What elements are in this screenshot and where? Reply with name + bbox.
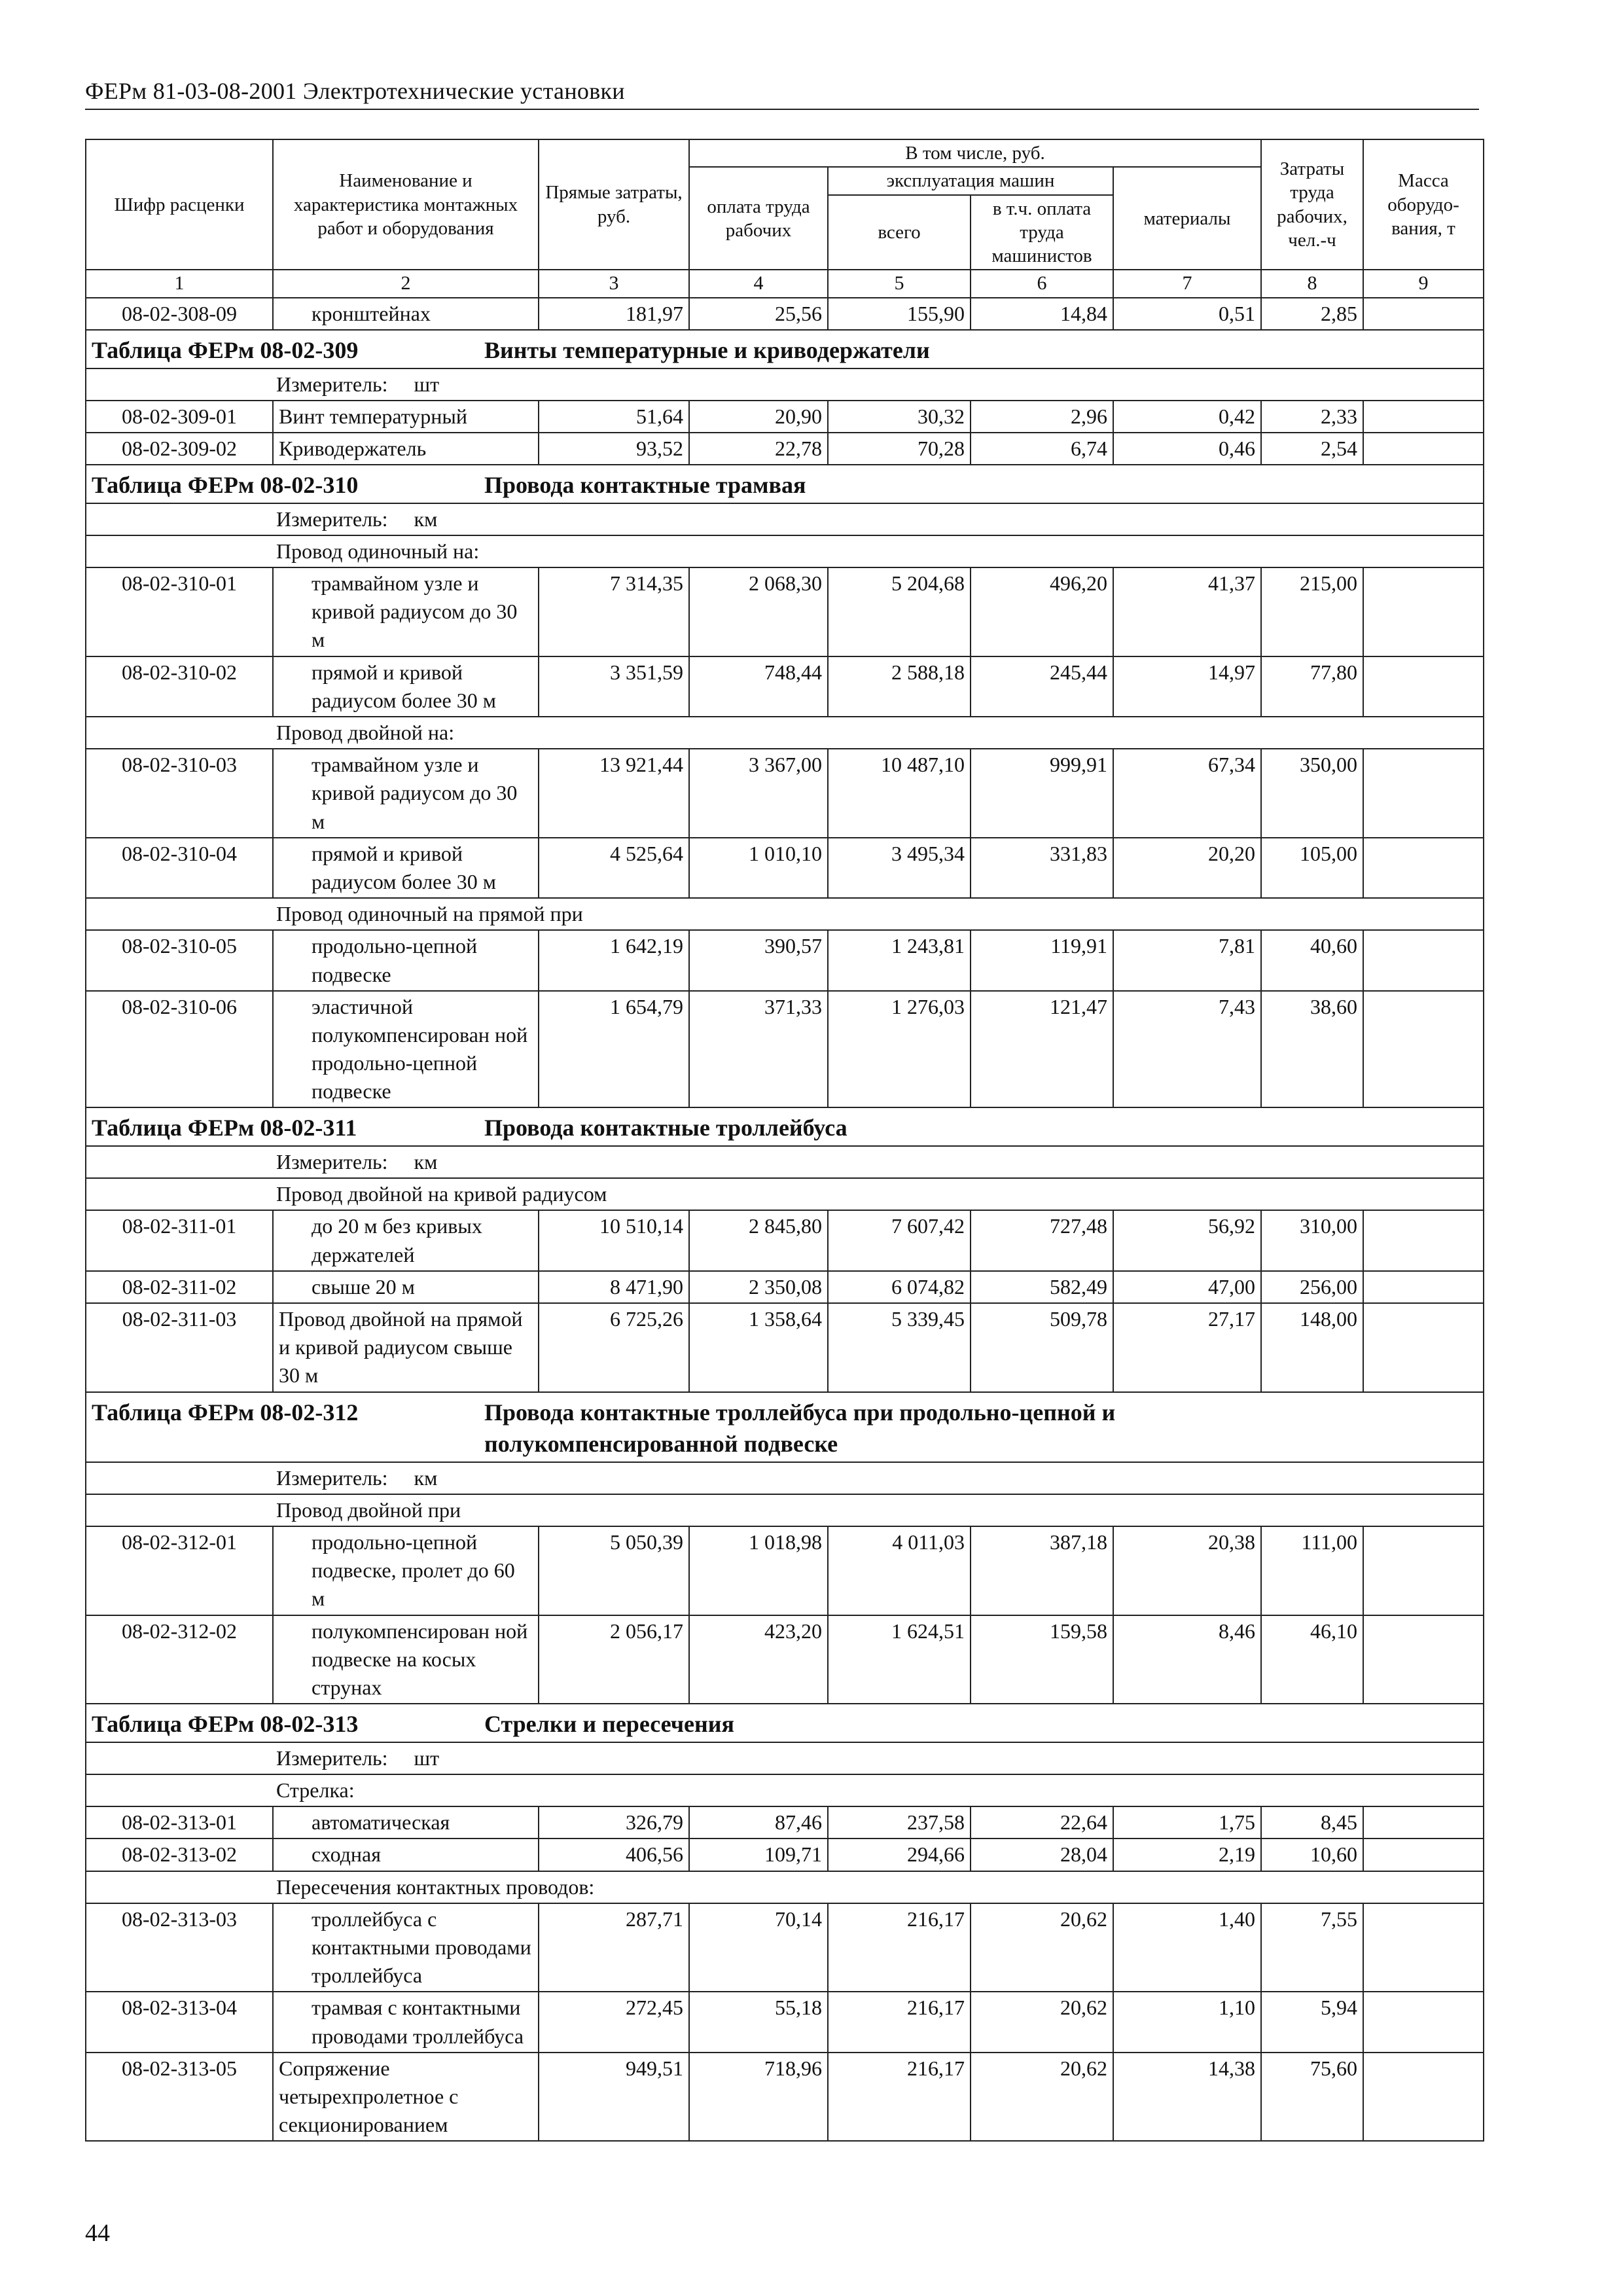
column-number: 4 [689,270,828,298]
labor-pay: 1 010,10 [689,838,828,898]
direct-cost: 51,64 [539,401,689,433]
machines-total: 155,90 [828,298,971,330]
rate-code: 08-02-313-05 [86,2053,273,2142]
materials: 47,00 [1113,1271,1261,1303]
labor-cost: 38,60 [1261,991,1363,1108]
machines-total: 6 074,82 [828,1271,971,1303]
equipment-mass [1363,298,1484,330]
direct-cost: 10 510,14 [539,1210,689,1270]
labor-cost: 10,60 [1261,1839,1363,1871]
materials: 1,10 [1113,1992,1261,2052]
col-materials-header: материалы [1113,167,1261,270]
section-name: Провода контактные троллейбуса [484,1115,847,1141]
table-row [86,930,1484,990]
labor-cost: 2,85 [1261,298,1363,330]
machines-total: 216,17 [828,1992,971,2052]
rate-code: 08-02-310-03 [86,749,273,838]
rate-code: 08-02-312-01 [86,1526,273,1615]
work-name: до 20 м без кривых держателей [273,1210,539,1270]
materials: 2,19 [1113,1839,1261,1871]
column-number: 9 [1363,270,1484,298]
work-name: автоматическая [273,1806,539,1839]
equipment-mass [1363,1903,1484,1992]
group-heading: Провод двойной при [86,1494,1484,1526]
direct-cost: 8 471,90 [539,1271,689,1303]
equipment-mass [1363,433,1484,465]
section-code: Таблица ФЕРм 08-02-313 [92,1711,359,1738]
direct-cost: 6 725,26 [539,1303,689,1392]
group-heading: Стрелка: [86,1774,1484,1806]
materials: 20,38 [1113,1526,1261,1615]
measure-unit-cell [86,1462,1484,1494]
table-row [86,1271,1484,1303]
measure-label: Измеритель: [276,1465,388,1490]
materials: 0,46 [1113,433,1261,465]
equipment-mass [1363,1806,1484,1839]
table-row [86,1992,1484,2052]
materials: 7,81 [1113,930,1261,990]
group-heading: Провод двойной на кривой радиусом [86,1178,1484,1210]
work-name: трамвайном узле и кривой радиусом до 30 м [273,749,539,838]
section-name: Провода контактные трамвая [484,472,806,499]
machines-total: 1 276,03 [828,991,971,1108]
rate-code: 08-02-308-09 [86,298,273,330]
group-heading: Провод одиночный на: [86,535,1484,567]
section-title-cell [86,1107,1484,1146]
direct-cost: 949,51 [539,2053,689,2142]
col-code-header: Шифр расценки [86,139,273,270]
rate-code: 08-02-309-02 [86,433,273,465]
section-code: Таблица ФЕРм 08-02-311 [92,1115,357,1141]
work-name: кронштейнах [273,298,539,330]
page-header [85,77,1479,110]
rate-code: 08-02-313-03 [86,1903,273,1992]
direct-cost: 3 351,59 [539,656,689,717]
machines-total: 294,66 [828,1839,971,1871]
col-machines-header: эксплуатация машин [828,167,1113,194]
equipment-mass [1363,1303,1484,1392]
measure-label: Измеритель: [276,1150,388,1174]
equipment-mass [1363,401,1484,433]
col-machines-total-header: всего [828,195,971,270]
document-title: ФЕРм 81-03-08-2001 Электротехнические установки [85,78,625,104]
group-heading: Провод двойной на: [86,717,1484,749]
machines-total: 4 011,03 [828,1526,971,1615]
column-number: 5 [828,270,971,298]
machines-total: 5 339,45 [828,1303,971,1392]
labor-cost: 105,00 [1261,838,1363,898]
table-row [86,749,1484,838]
work-name: прямой и кривой радиусом более 30 м [273,838,539,898]
materials: 20,20 [1113,838,1261,898]
work-name: Криводержатель [273,433,539,465]
labor-pay: 3 367,00 [689,749,828,838]
direct-cost: 287,71 [539,1903,689,1992]
col-name-header: Наименование и характеристика монтажных работ и оборудования [273,139,539,270]
group-heading-row [86,535,1484,567]
machines-labor: 159,58 [971,1615,1113,1704]
labor-cost: 350,00 [1261,749,1363,838]
table-row [86,1839,1484,1871]
direct-cost: 93,52 [539,433,689,465]
equipment-mass [1363,1271,1484,1303]
table-section-title [86,1392,1484,1462]
labor-cost: 2,54 [1261,433,1363,465]
labor-pay: 20,90 [689,401,828,433]
table-header [86,139,1484,298]
work-name: свыше 20 м [273,1271,539,1303]
labor-pay: 70,14 [689,1903,828,1992]
rate-code: 08-02-312-02 [86,1615,273,1704]
labor-pay: 55,18 [689,1992,828,2052]
labor-cost: 75,60 [1261,2053,1363,2142]
table-row [86,298,1484,330]
rate-code: 08-02-313-01 [86,1806,273,1839]
column-number: 3 [539,270,689,298]
equipment-mass [1363,567,1484,656]
group-heading-row [86,1871,1484,1903]
col-machines-labor-header: в т.ч. оплата труда машинистов [971,195,1113,270]
work-name: прямой и кривой радиусом более 30 м [273,656,539,717]
measure-unit: шт [414,372,440,396]
direct-cost: 5 050,39 [539,1526,689,1615]
measure-unit-row [86,1742,1484,1774]
work-name: трамвайном узле и кривой радиусом до 30 м [273,567,539,656]
labor-cost: 215,00 [1261,567,1363,656]
column-number: 7 [1113,270,1261,298]
column-number: 1 [86,270,273,298]
measure-unit-cell [86,368,1484,401]
table-row [86,1526,1484,1615]
col-direct-header: Прямые затраты, руб. [539,139,689,270]
labor-cost: 256,00 [1261,1271,1363,1303]
materials: 1,75 [1113,1806,1261,1839]
work-name: Провод двойной на прямой и кривой радиусом свыше 30 м [273,1303,539,1392]
machines-total: 216,17 [828,2053,971,2142]
labor-pay: 390,57 [689,930,828,990]
measure-unit: шт [414,1746,440,1770]
work-name: сходная [273,1839,539,1871]
column-number: 2 [273,270,539,298]
direct-cost: 1 654,79 [539,991,689,1108]
rate-code: 08-02-311-02 [86,1271,273,1303]
table-row [86,2053,1484,2142]
measure-unit: км [414,507,438,531]
machines-total: 1 243,81 [828,930,971,990]
machines-labor: 387,18 [971,1526,1113,1615]
materials: 41,37 [1113,567,1261,656]
machines-labor: 509,78 [971,1303,1113,1392]
table-section-title [86,1107,1484,1146]
col-incl-header: В том числе, руб. [689,139,1261,167]
measure-label: Измеритель: [276,372,388,396]
section-title-cell [86,1704,1484,1742]
work-name: продольно-цепной подвеске, пролет до 60 м [273,1526,539,1615]
section-code: Таблица ФЕРм 08-02-309 [92,336,359,363]
column-number: 6 [971,270,1113,298]
direct-cost: 272,45 [539,1992,689,2052]
table-row [86,567,1484,656]
measure-unit: км [414,1465,438,1490]
section-title-cell [86,1392,1484,1462]
rate-code: 08-02-310-06 [86,991,273,1108]
group-heading-row [86,1494,1484,1526]
equipment-mass [1363,1992,1484,2052]
machines-labor: 6,74 [971,433,1113,465]
group-heading-row [86,1774,1484,1806]
machines-labor: 20,62 [971,1992,1113,2052]
section-code: Таблица ФЕРм 08-02-312 [92,1399,359,1426]
col-labor-pay-header: оплата труда рабочих [689,167,828,270]
materials: 14,38 [1113,2053,1261,2142]
equipment-mass [1363,749,1484,838]
col-labor-cost-header: Затраты труда рабочих, чел.-ч [1261,139,1363,270]
direct-cost: 7 314,35 [539,567,689,656]
work-name: троллейбуса с контактными проводами троллейбуса [273,1903,539,1992]
rate-code: 08-02-310-04 [86,838,273,898]
labor-pay: 25,56 [689,298,828,330]
labor-pay: 2 068,30 [689,567,828,656]
labor-pay: 109,71 [689,1839,828,1871]
materials: 14,97 [1113,656,1261,717]
table-row [86,401,1484,433]
machines-total: 70,28 [828,433,971,465]
machines-total: 3 495,34 [828,838,971,898]
machines-total: 1 624,51 [828,1615,971,1704]
equipment-mass [1363,1210,1484,1270]
section-name: Стрелки и пересечения [484,1711,734,1738]
page-number: 44 [85,2219,110,2247]
labor-cost: 111,00 [1261,1526,1363,1615]
labor-cost: 310,00 [1261,1210,1363,1270]
work-name: Сопряжение четырехпролетное с секционированием [273,2053,539,2142]
materials: 27,17 [1113,1303,1261,1392]
labor-pay: 1 018,98 [689,1526,828,1615]
equipment-mass [1363,1839,1484,1871]
labor-cost: 2,33 [1261,401,1363,433]
machines-labor: 119,91 [971,930,1113,990]
direct-cost: 326,79 [539,1806,689,1839]
section-title-cell [86,465,1484,503]
measure-unit-row [86,503,1484,535]
table-row [86,991,1484,1108]
section-name: Винты температурные и криводержатели [484,336,930,363]
equipment-mass [1363,1615,1484,1704]
group-heading: Пересечения контактных проводов: [86,1871,1484,1903]
labor-pay: 1 358,64 [689,1303,828,1392]
column-numbers-row [86,270,1484,298]
machines-labor: 14,84 [971,298,1113,330]
table-row [86,433,1484,465]
rate-code: 08-02-311-01 [86,1210,273,1270]
direct-cost: 1 642,19 [539,930,689,990]
labor-pay: 748,44 [689,656,828,717]
group-heading-row [86,1178,1484,1210]
materials: 56,92 [1113,1210,1261,1270]
table-section-title [86,1704,1484,1742]
materials: 0,42 [1113,401,1261,433]
direct-cost: 406,56 [539,1839,689,1871]
machines-labor: 331,83 [971,838,1113,898]
measure-unit-cell [86,503,1484,535]
machines-labor: 28,04 [971,1839,1113,1871]
column-number: 8 [1261,270,1363,298]
table-section-title [86,465,1484,503]
equipment-mass [1363,838,1484,898]
group-heading: Провод одиночный на прямой при [86,898,1484,930]
machines-total: 7 607,42 [828,1210,971,1270]
table-body [86,298,1484,2142]
machines-total: 2 588,18 [828,656,971,717]
labor-pay: 2 845,80 [689,1210,828,1270]
section-code: Таблица ФЕРм 08-02-310 [92,472,359,499]
section-name: Провода контактные троллейбуса при продольно-цепной и полукомпенсированной подвеске [484,1399,1116,1458]
group-heading-row [86,717,1484,749]
work-name: Винт температурный [273,401,539,433]
machines-labor: 582,49 [971,1271,1113,1303]
machines-labor: 727,48 [971,1210,1113,1270]
machines-labor: 22,64 [971,1806,1113,1839]
work-name: продольно-цепной подвеске [273,930,539,990]
rate-code: 08-02-313-04 [86,1992,273,2052]
machines-labor: 999,91 [971,749,1113,838]
direct-cost: 181,97 [539,298,689,330]
col-mass-header: Масса оборудо-вания, т [1363,139,1484,270]
equipment-mass [1363,2053,1484,2142]
machines-labor: 121,47 [971,991,1113,1108]
equipment-mass [1363,930,1484,990]
machines-labor: 245,44 [971,656,1113,717]
labor-pay: 423,20 [689,1615,828,1704]
price-table [85,139,1484,2142]
machines-total: 30,32 [828,401,971,433]
labor-cost: 8,45 [1261,1806,1363,1839]
measure-unit: км [414,1150,438,1174]
machines-labor: 20,62 [971,2053,1113,2142]
rate-code: 08-02-310-01 [86,567,273,656]
labor-pay: 22,78 [689,433,828,465]
measure-unit-cell [86,1146,1484,1178]
rate-code: 08-02-310-05 [86,930,273,990]
labor-pay: 2 350,08 [689,1271,828,1303]
measure-unit-row [86,368,1484,401]
materials: 8,46 [1113,1615,1261,1704]
section-title-cell [86,330,1484,368]
labor-cost: 5,94 [1261,1992,1363,2052]
machines-total: 5 204,68 [828,567,971,656]
table-row [86,838,1484,898]
equipment-mass [1363,991,1484,1108]
labor-cost: 40,60 [1261,930,1363,990]
labor-cost: 7,55 [1261,1903,1363,1992]
group-heading-row [86,898,1484,930]
table-row [86,1615,1484,1704]
machines-total: 216,17 [828,1903,971,1992]
direct-cost: 4 525,64 [539,838,689,898]
materials: 1,40 [1113,1903,1261,1992]
machines-total: 10 487,10 [828,749,971,838]
rate-code: 08-02-310-02 [86,656,273,717]
table-section-title [86,330,1484,368]
materials: 0,51 [1113,298,1261,330]
materials: 67,34 [1113,749,1261,838]
table-row [86,1903,1484,1992]
measure-unit-row [86,1462,1484,1494]
measure-unit-cell [86,1742,1484,1774]
machines-labor: 496,20 [971,567,1113,656]
labor-pay: 371,33 [689,991,828,1108]
measure-label: Измеритель: [276,507,388,531]
labor-pay: 87,46 [689,1806,828,1839]
materials: 7,43 [1113,991,1261,1108]
machines-total: 237,58 [828,1806,971,1839]
labor-cost: 148,00 [1261,1303,1363,1392]
machines-labor: 20,62 [971,1903,1113,1992]
table-row [86,1303,1484,1392]
work-name: эластичной полукомпенсирован ной продольно-цепной подвеске [273,991,539,1108]
equipment-mass [1363,656,1484,717]
measure-unit-row [86,1146,1484,1178]
direct-cost: 2 056,17 [539,1615,689,1704]
equipment-mass [1363,1526,1484,1615]
labor-cost: 46,10 [1261,1615,1363,1704]
direct-cost: 13 921,44 [539,749,689,838]
rate-code: 08-02-309-01 [86,401,273,433]
rate-code: 08-02-311-03 [86,1303,273,1392]
labor-cost: 77,80 [1261,656,1363,717]
work-name: трамвая с контактными проводами троллейбуса [273,1992,539,2052]
table-row [86,656,1484,717]
measure-label: Измеритель: [276,1746,388,1770]
work-name: полукомпенсирован ной подвеске на косых струнах [273,1615,539,1704]
table-row [86,1210,1484,1270]
rate-code: 08-02-313-02 [86,1839,273,1871]
labor-pay: 718,96 [689,2053,828,2142]
table-row [86,1806,1484,1839]
machines-labor: 2,96 [971,401,1113,433]
